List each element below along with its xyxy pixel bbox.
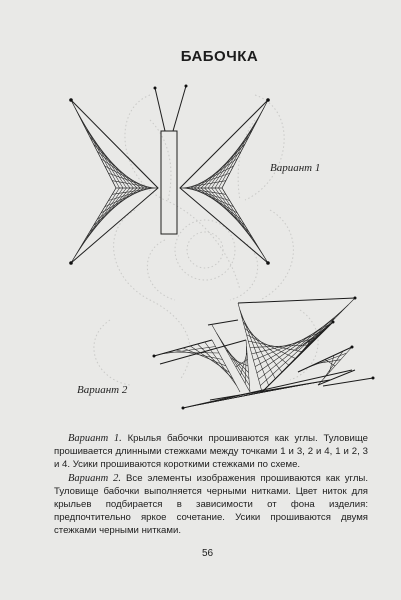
paragraph-2-text: Все элементы изображения прошиваются как углы. Туловище бабочки выполняется черными нитками. Цвет ниток для крыльев подбирается в зависимости от фона изделия: предпочтительно яркое сочетание. Усики прошиваются двумя стежками черными нитками. (54, 472, 368, 537)
thread-stitch (205, 342, 237, 386)
paragraph-variant-1 (54, 432, 368, 472)
variant-2-caption: Вариант 2 (77, 384, 128, 396)
paragraph-variant-2 (54, 472, 368, 538)
description-text (54, 432, 368, 538)
thread-stitch (318, 347, 352, 385)
thread-stitch (296, 322, 333, 350)
variant-1-caption: Вариант 1 (270, 162, 321, 174)
paragraph-1-label: Вариант 1. (68, 433, 122, 444)
page-title: БАБОЧКА (180, 48, 259, 65)
thread-stitch (246, 340, 250, 392)
page-number: 56 (201, 548, 214, 559)
paragraph-1-text: Крылья бабочки прошиваются как углы. Туловище прошивается длинными стежками между точками 1 и 3, 2 и 4, 1 и 2, 3 и 4. Усики прошиваются короткими стежками по схеме. (54, 433, 368, 471)
paragraph-2-label: Вариант 2. (68, 472, 122, 484)
